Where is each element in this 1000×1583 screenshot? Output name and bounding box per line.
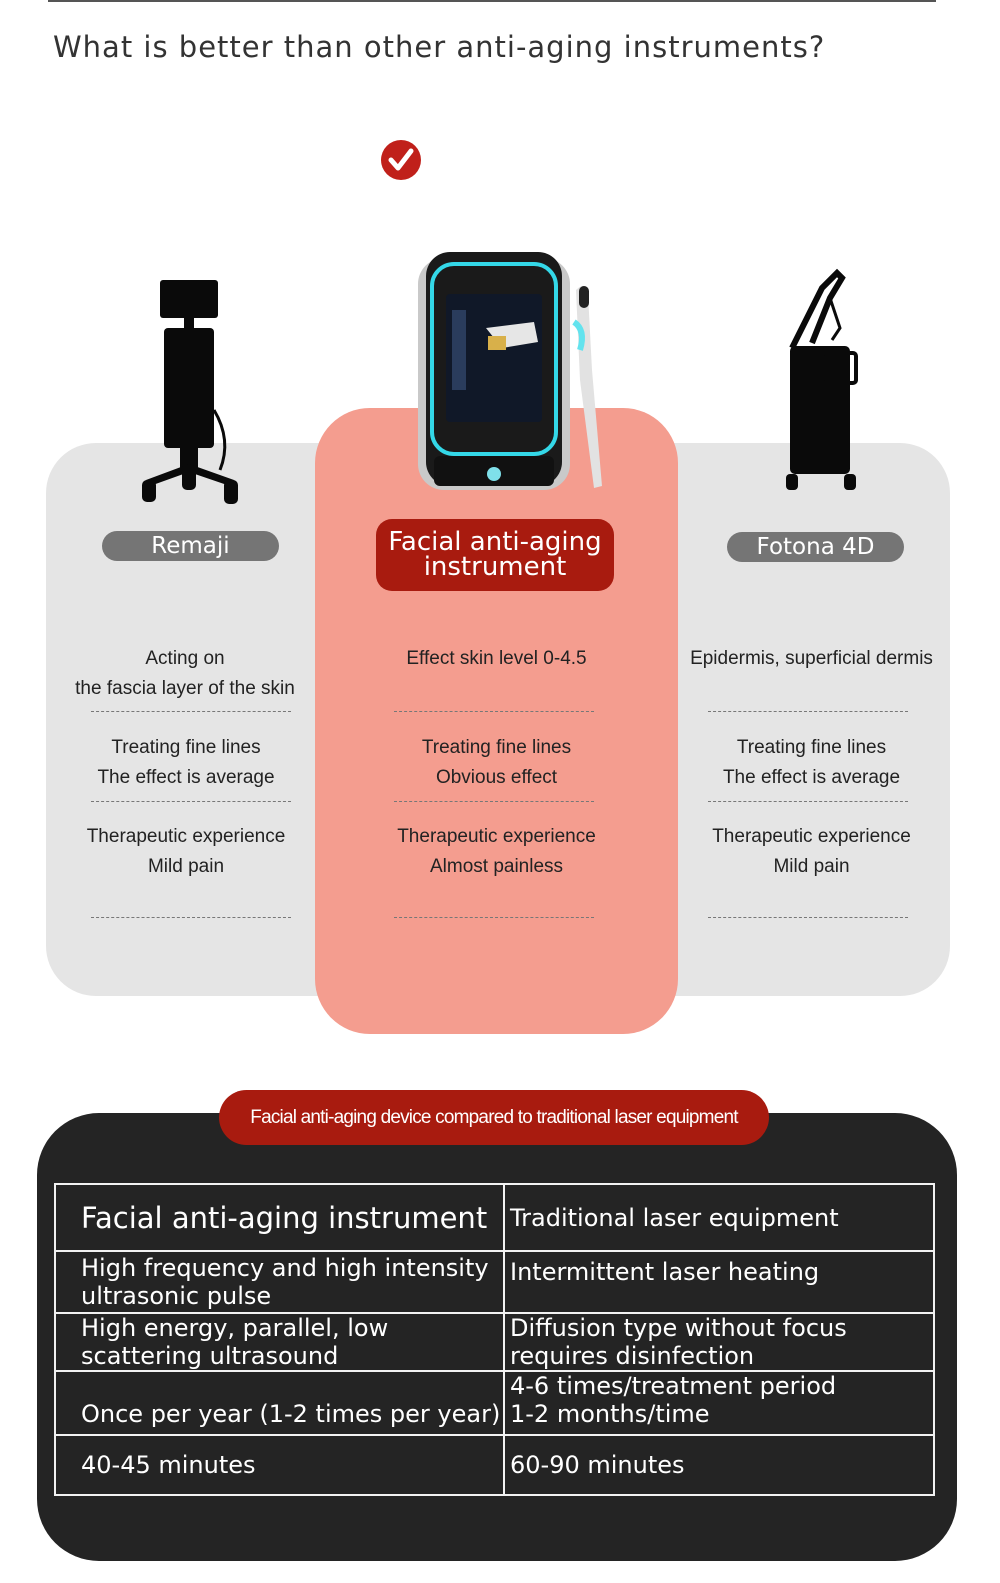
divider bbox=[91, 917, 291, 918]
fotona-panel bbox=[640, 443, 950, 996]
page-heading: What is better than other anti-aging instruments? bbox=[53, 30, 826, 64]
table-cell: 4-6 times/treatment period 1-2 months/time bbox=[504, 1371, 934, 1435]
facial-row-1-line1: Effect skin level 0-4.5 bbox=[406, 648, 587, 669]
facial-instrument-label bbox=[376, 519, 614, 591]
fotona-row-3-line1: Therapeutic experience bbox=[712, 826, 911, 847]
remaji-row-3-line1: Therapeutic experience bbox=[86, 826, 286, 847]
divider bbox=[91, 711, 291, 712]
table-cell: Once per year (1-2 times per year) bbox=[55, 1371, 504, 1435]
facial-row-1 bbox=[370, 644, 623, 674]
remaji-panel bbox=[46, 443, 356, 996]
fotona-row-2-line1: Treating fine lines bbox=[736, 737, 887, 758]
facial-row-2-line1: Treating fine lines bbox=[421, 737, 572, 758]
table-row bbox=[55, 1313, 934, 1371]
divider bbox=[91, 801, 291, 802]
facial-instrument-device-image bbox=[416, 250, 612, 494]
remaji-row-1 bbox=[60, 644, 310, 704]
facial-row-2-line2: Obvious effect bbox=[435, 767, 558, 788]
remaji-row-1-line1: Acting on bbox=[145, 648, 225, 669]
remaji-row-3-line2: Mild pain bbox=[147, 856, 225, 877]
remaji-label: Remaji bbox=[102, 531, 279, 561]
remaji-row-2 bbox=[60, 733, 312, 793]
table-cell: 40-45 minutes bbox=[55, 1435, 504, 1495]
table-row bbox=[55, 1371, 934, 1435]
fotona-row-2 bbox=[680, 733, 943, 793]
divider bbox=[708, 917, 908, 918]
fotona-row-3 bbox=[680, 822, 943, 882]
fotona-row-1 bbox=[680, 644, 943, 674]
remaji-row-2-line2: The effect is average bbox=[97, 767, 275, 788]
fotona-row-1-line1: Epidermis, superficial dermis bbox=[690, 648, 933, 669]
check-circle-icon bbox=[380, 139, 422, 181]
comparison-banner: Facial anti-aging device compared to traditional laser equipment bbox=[219, 1090, 769, 1145]
table-cell: High energy, parallel, low scattering ultrasound bbox=[55, 1313, 504, 1371]
table-header-cell: Traditional laser equipment bbox=[504, 1184, 934, 1251]
table-row bbox=[55, 1435, 934, 1495]
facial-row-3-line2: Almost painless bbox=[429, 856, 564, 877]
table-header-cell: Facial anti-aging instrument bbox=[55, 1184, 504, 1251]
table-cell: Diffusion type without focus requires disinfection bbox=[504, 1313, 934, 1371]
table-row bbox=[55, 1251, 934, 1313]
table-header-row bbox=[55, 1184, 934, 1251]
facial-row-2 bbox=[370, 733, 623, 793]
fotona-device-image bbox=[782, 268, 860, 492]
fotona-row-3-line2: Mild pain bbox=[773, 856, 850, 877]
divider bbox=[394, 711, 594, 712]
table-cell: High frequency and high intensity ultrasonic pulse bbox=[55, 1251, 504, 1313]
fotona-row-2-line2: The effect is average bbox=[722, 767, 901, 788]
divider bbox=[708, 801, 908, 802]
remaji-row-1-line2: the fascia layer of the skin bbox=[75, 678, 295, 699]
remaji-row-2-line1: Treating fine lines bbox=[111, 737, 261, 758]
comparison-table bbox=[54, 1183, 935, 1496]
table-cell: Intermittent laser heating bbox=[504, 1251, 934, 1313]
facial-instrument-label-line1: Facial anti-aging bbox=[388, 527, 602, 557]
remaji-device-image bbox=[140, 280, 240, 506]
top-divider bbox=[48, 0, 936, 2]
facial-instrument-label-line2: instrument bbox=[423, 552, 567, 582]
facial-row-3 bbox=[370, 822, 623, 882]
divider bbox=[394, 917, 594, 918]
remaji-row-3 bbox=[60, 822, 312, 882]
facial-row-3-line1: Therapeutic experience bbox=[397, 826, 596, 847]
facial-instrument-panel bbox=[315, 408, 678, 1034]
fotona-label: Fotona 4D bbox=[727, 532, 904, 562]
table-cell: 60-90 minutes bbox=[504, 1435, 934, 1495]
divider bbox=[708, 711, 908, 712]
divider bbox=[394, 801, 594, 802]
